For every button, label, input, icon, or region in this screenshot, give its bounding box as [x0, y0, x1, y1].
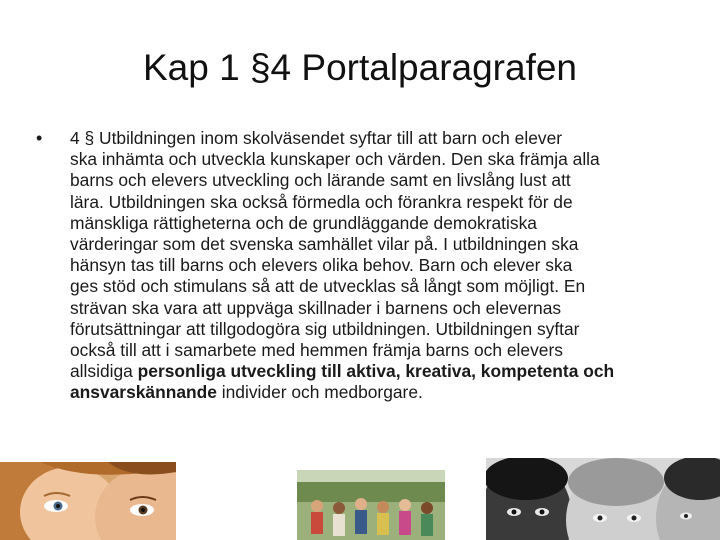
text-line: förutsättningar att tillgodogöra sig utbildningen. Utbildningen syftar [70, 318, 580, 339]
text-plain: individer och medborgare. [216, 382, 423, 403]
text-line [70, 382, 686, 403]
children-grayscale-photo [486, 458, 720, 540]
text-line [70, 361, 686, 382]
text-plain: allsidiga [70, 361, 138, 382]
text-bold: ansvarskännande [70, 382, 217, 403]
text-line: ges stöd och stimulans så att de utvecklas så långt som möjligt. En [70, 276, 586, 297]
text-line: värderingar som det svenska samhället vilar på. I utbildningen ska [70, 234, 579, 255]
text-line: hänsyn tas till barns och elevers olika behov. Barn och elever ska [70, 255, 573, 276]
text-line: strävan ska vara att uppväga skillnader i barnens och elevernas [70, 297, 562, 318]
bullet-text [70, 128, 686, 404]
children-outdoor-photo [297, 470, 445, 540]
slide-title: Kap 1 §4 Portalparagrafen [142, 47, 578, 88]
children-faces-photo [0, 462, 176, 540]
text-line: barns och elevers utveckling och lärande samt en livslång lust att [70, 170, 571, 191]
text-line: ska inhämta och utveckla kunskaper och värden. Den ska främja alla [70, 149, 600, 170]
text-line: mänskliga rättigheterna och de grundläggande demokratiska [70, 212, 537, 233]
text-line: 4 § Utbildningen inom skolväsendet syftar till att barn och elever [70, 128, 563, 148]
text-line: lära. Utbildningen ska också förmedla och förankra respekt för de [70, 191, 573, 212]
text-line: också till att i samarbete med hemmen främja barns och elevers [70, 340, 563, 361]
bullet-dot: • [36, 128, 43, 148]
text-bold: personliga utveckling till aktiva, kreativa, kompetenta och [137, 361, 615, 382]
